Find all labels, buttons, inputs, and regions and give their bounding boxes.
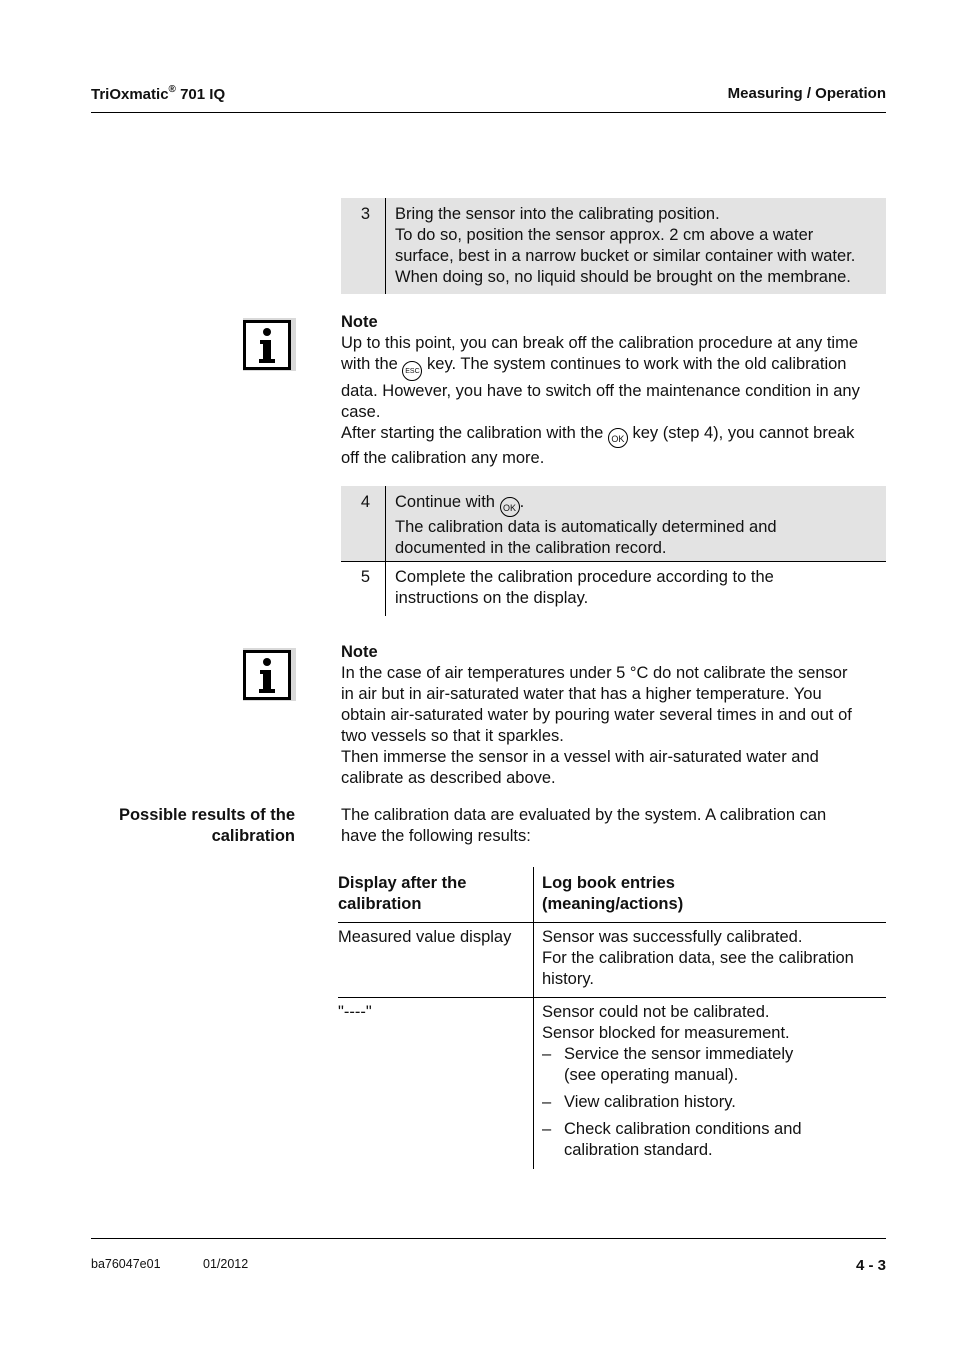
- results-table: [338, 867, 886, 1169]
- header-product: TriOxmatic® 701 IQ: [91, 84, 226, 103]
- logbook-cell: Sensor could not be calibrated. Sensor blocked for measurement. – Service the sensor immediately (see operating manual). – View calibration history. – Check calibration conditions and calibration standard.: [534, 998, 886, 1169]
- footer-rule: [91, 1238, 886, 1239]
- table-header-row: [338, 867, 886, 922]
- esc-key-icon: ESC: [402, 361, 422, 381]
- list-item: – Check calibration conditions and calibration standard.: [542, 1120, 802, 1159]
- info-icon: [243, 648, 296, 701]
- step-4-row: [341, 486, 886, 561]
- col-header-display: Display after the calibration: [338, 867, 534, 922]
- step-number: 4: [341, 486, 386, 561]
- display-cell: "----": [338, 998, 534, 1169]
- note-title: Note: [341, 643, 378, 661]
- footer-doc-id: ba76047e01: [91, 1257, 161, 1271]
- note-2: Note In the case of air temperatures under 5 °C do not calibrate the sensor in air but in air-saturated water that has a higher temperature. You obtain air-saturated water by pouring water several times in and out of two vessels so that it sparkles. Then immerse the sensor in a vessel with air-saturated water and calibrate as described above.: [341, 642, 891, 789]
- footer-date: 01/2012: [203, 1257, 249, 1271]
- ok-key-icon: OK: [608, 428, 628, 448]
- info-icon: [243, 318, 296, 371]
- page-number: 4 - 3: [855, 1257, 886, 1274]
- header-section: Measuring / Operation: [727, 85, 886, 102]
- step-3-row: [341, 198, 886, 294]
- side-heading-results: Possible results of the calibration: [118, 806, 295, 845]
- note-1: Note Up to this point, you can break off the calibration procedure at any time with the ESC key. The system continues to work with the old calibration data. However, you have to switch off the maintenance condition in any case. After starting the calibration with the OK key (step 4), you cannot break off the calibration any more.: [341, 312, 891, 469]
- table-row: [338, 998, 886, 1169]
- step-number: 5: [341, 562, 386, 616]
- list-item: – Service the sensor immediately (see operating manual).: [542, 1045, 794, 1084]
- logbook-cell: Sensor was successfully calibrated. For the calibration data, see the calibration history.: [542, 928, 854, 988]
- col-header-logbook: Log book entries (meaning/actions): [542, 874, 684, 913]
- step-5-row: [341, 562, 886, 616]
- step-number: 3: [341, 198, 386, 294]
- step-text: Continue with OK . The calibration data is automatically determined and documented in the calibration record.: [395, 493, 777, 557]
- ok-key-icon: OK: [500, 497, 520, 517]
- list-item: – View calibration history.: [542, 1093, 736, 1111]
- table-row: [338, 923, 886, 997]
- header-rule: [91, 112, 886, 113]
- step-text: Complete the calibration procedure according to the instructions on the display.: [395, 568, 774, 607]
- display-cell: Measured value display: [338, 923, 534, 997]
- step-text: Bring the sensor into the calibrating position. To do so, position the sensor approx. 2 cm above a water surface, best in a narrow bucket or similar container with water. When doing so, no liquid should be brought on the membrane.: [395, 205, 856, 286]
- note-title: Note: [341, 313, 378, 331]
- results-intro: The calibration data are evaluated by the system. A calibration can have the following results:: [341, 806, 827, 845]
